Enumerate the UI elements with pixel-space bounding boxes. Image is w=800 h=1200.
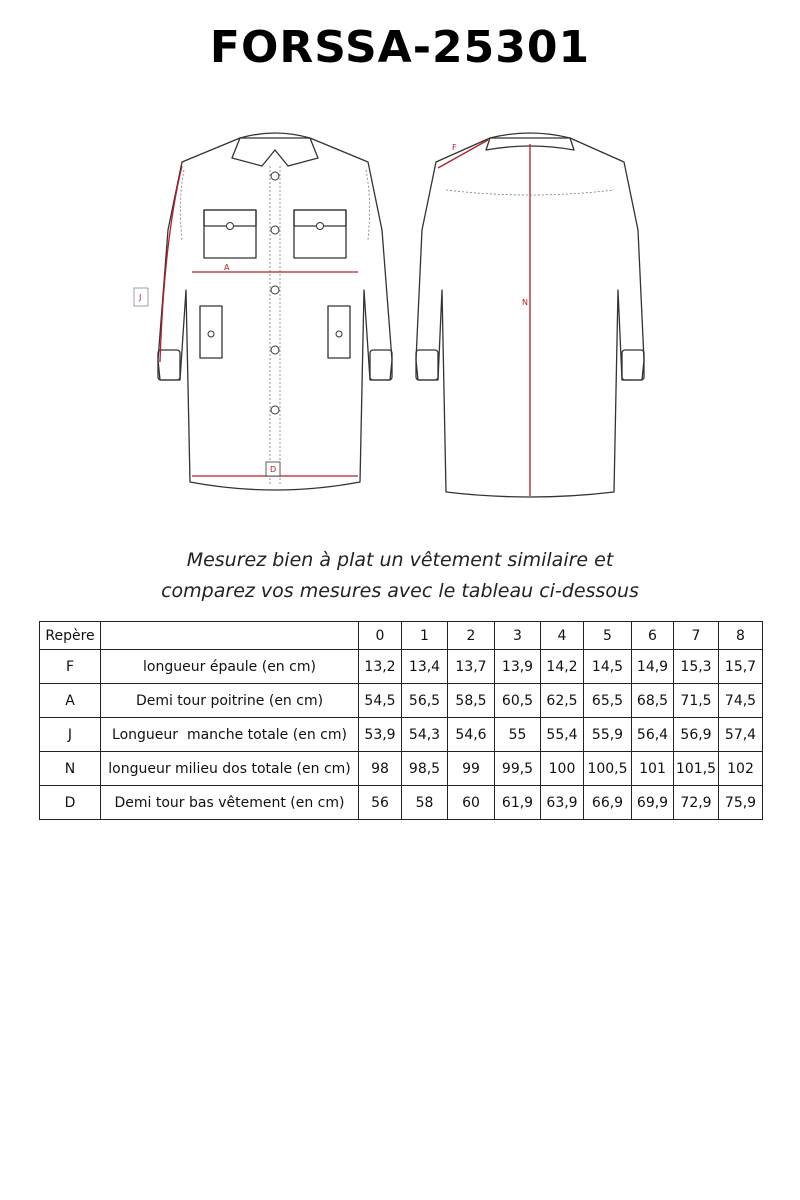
page-title: FORSSA-25301 bbox=[209, 22, 591, 73]
row-value: 55,9 bbox=[584, 718, 632, 752]
table-row bbox=[40, 684, 763, 718]
row-value: 60 bbox=[448, 786, 495, 820]
row-value: 99,5 bbox=[495, 752, 541, 786]
row-value: 98,5 bbox=[402, 752, 448, 786]
row-value: 58,5 bbox=[448, 684, 495, 718]
header-size: 8 bbox=[719, 622, 763, 650]
measure-line-f bbox=[438, 140, 488, 168]
table-row bbox=[40, 650, 763, 684]
row-value: 75,9 bbox=[719, 786, 763, 820]
instructions-line-1: Mesurez bien à plat un vêtement similaire et bbox=[186, 549, 614, 571]
row-code: J bbox=[40, 718, 101, 752]
header-size: 2 bbox=[448, 622, 495, 650]
row-value: 65,5 bbox=[584, 684, 632, 718]
row-value: 55 bbox=[495, 718, 541, 752]
row-value: 14,9 bbox=[632, 650, 674, 684]
row-value: 72,9 bbox=[674, 786, 719, 820]
header-size: 1 bbox=[402, 622, 448, 650]
header-size: 6 bbox=[632, 622, 674, 650]
measure-label-j: J bbox=[139, 293, 142, 302]
table-row bbox=[40, 786, 763, 820]
back-view bbox=[416, 133, 644, 497]
header-size: 7 bbox=[674, 622, 719, 650]
row-value: 100 bbox=[541, 752, 584, 786]
measure-line-j bbox=[160, 166, 182, 362]
row-value: 15,7 bbox=[719, 650, 763, 684]
row-value: 63,9 bbox=[541, 786, 584, 820]
header-size: 4 bbox=[541, 622, 584, 650]
header-size: 0 bbox=[359, 622, 402, 650]
row-value: 102 bbox=[719, 752, 763, 786]
table-row bbox=[40, 718, 763, 752]
header-repere: Repère bbox=[40, 622, 101, 650]
row-value: 100,5 bbox=[584, 752, 632, 786]
row-code: A bbox=[40, 684, 101, 718]
row-value: 68,5 bbox=[632, 684, 674, 718]
front-view bbox=[134, 133, 392, 490]
row-label: longueur milieu dos totale (en cm) bbox=[101, 752, 359, 786]
row-value: 69,9 bbox=[632, 786, 674, 820]
row-value: 13,9 bbox=[495, 650, 541, 684]
front-body-outline bbox=[158, 138, 392, 490]
row-label: longueur épaule (en cm) bbox=[101, 650, 359, 684]
row-value: 56 bbox=[359, 786, 402, 820]
row-value: 13,4 bbox=[402, 650, 448, 684]
row-value: 101,5 bbox=[674, 752, 719, 786]
measure-label-d: D bbox=[270, 465, 277, 474]
row-code: F bbox=[40, 650, 101, 684]
row-value: 57,4 bbox=[719, 718, 763, 752]
row-value: 56,9 bbox=[674, 718, 719, 752]
header-size: 5 bbox=[584, 622, 632, 650]
row-value: 53,9 bbox=[359, 718, 402, 752]
header-description bbox=[101, 622, 359, 650]
row-value: 61,9 bbox=[495, 786, 541, 820]
instructions-line-2: comparez vos mesures avec le tableau ci-dessous bbox=[161, 580, 639, 602]
row-value: 14,5 bbox=[584, 650, 632, 684]
measurement-instructions bbox=[0, 545, 800, 607]
table-header-row bbox=[40, 622, 763, 650]
garment-technical-sketch bbox=[120, 110, 680, 520]
row-value: 99 bbox=[448, 752, 495, 786]
measure-label-f: F bbox=[452, 143, 457, 152]
row-value: 54,6 bbox=[448, 718, 495, 752]
measure-label-n: N bbox=[522, 298, 528, 307]
row-value: 74,5 bbox=[719, 684, 763, 718]
header-size: 3 bbox=[495, 622, 541, 650]
row-value: 54,3 bbox=[402, 718, 448, 752]
row-value: 58 bbox=[402, 786, 448, 820]
row-value: 60,5 bbox=[495, 684, 541, 718]
row-code: D bbox=[40, 786, 101, 820]
row-label: Demi tour bas vêtement (en cm) bbox=[101, 786, 359, 820]
row-value: 98 bbox=[359, 752, 402, 786]
size-chart-table bbox=[39, 621, 763, 820]
row-value: 101 bbox=[632, 752, 674, 786]
row-value: 13,7 bbox=[448, 650, 495, 684]
row-value: 13,2 bbox=[359, 650, 402, 684]
row-value: 14,2 bbox=[541, 650, 584, 684]
row-value: 56,5 bbox=[402, 684, 448, 718]
row-value: 56,4 bbox=[632, 718, 674, 752]
row-label: Longueur manche totale (en cm) bbox=[101, 718, 359, 752]
measure-label-a: A bbox=[224, 263, 230, 272]
table-row bbox=[40, 752, 763, 786]
row-value: 55,4 bbox=[541, 718, 584, 752]
row-value: 62,5 bbox=[541, 684, 584, 718]
row-value: 66,9 bbox=[584, 786, 632, 820]
row-value: 54,5 bbox=[359, 684, 402, 718]
row-value: 71,5 bbox=[674, 684, 719, 718]
row-value: 15,3 bbox=[674, 650, 719, 684]
row-code: N bbox=[40, 752, 101, 786]
row-label: Demi tour poitrine (en cm) bbox=[101, 684, 359, 718]
